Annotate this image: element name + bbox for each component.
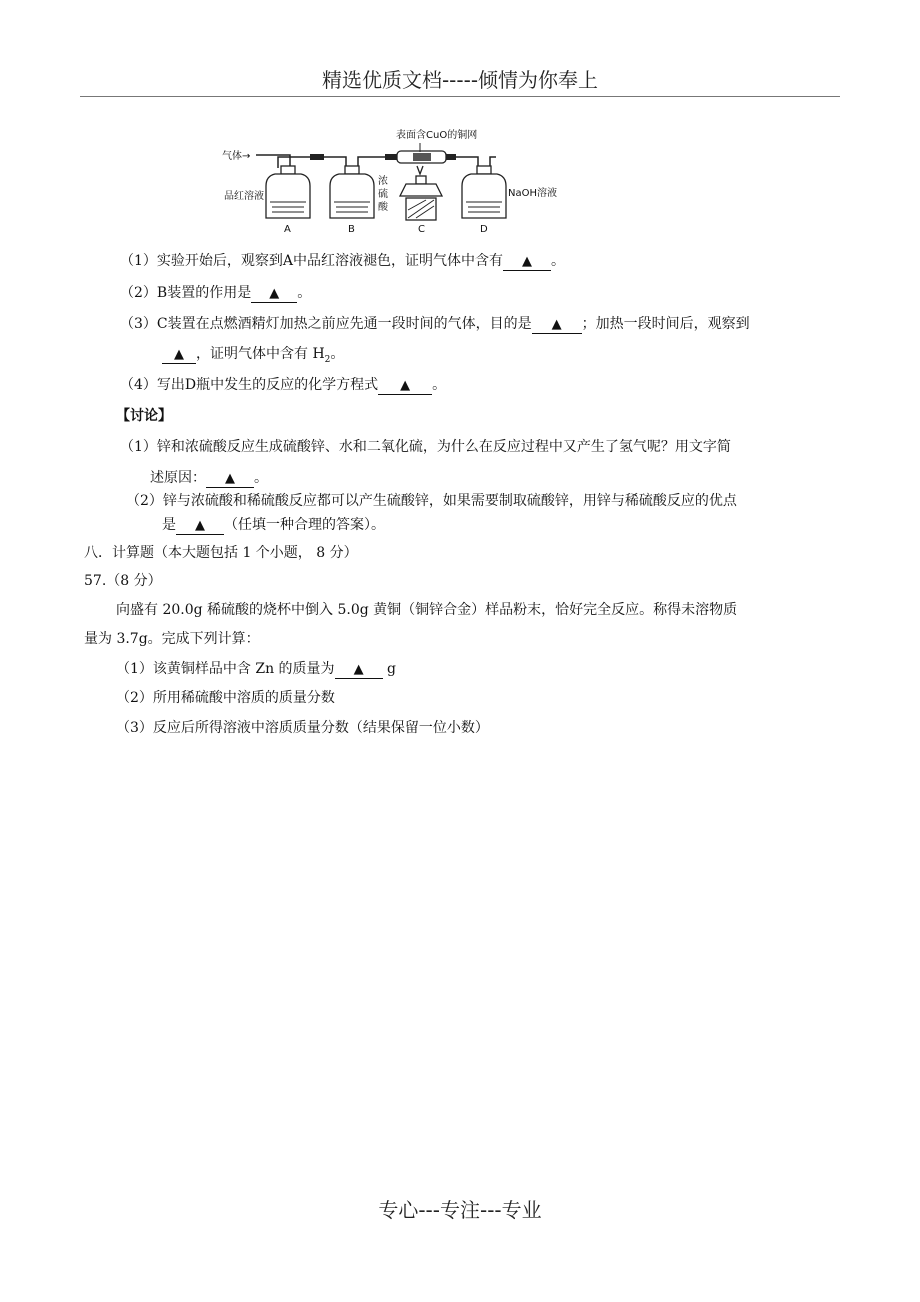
letter-d: D: [480, 224, 488, 235]
q3-observation-blank[interactable]: ▲: [162, 346, 196, 364]
discussion-2-line-1: （2）锌与浓硫酸和稀硫酸反应都可以产生硫酸锌，如果需要制取硫酸锌，用锌与稀硫酸反应的优点: [126, 493, 737, 509]
q1-text: （1）实验开始后，观察到A中品红溶液褪色，证明气体中含有: [120, 253, 504, 269]
question-1: （1）实验开始后，观察到A中品红溶液褪色，证明气体中含有 ▲ 。: [120, 253, 566, 269]
q4-text: （4）写出D瓶中发生的反应的化学方程式: [120, 377, 379, 393]
apparatus-diagram: [220, 122, 557, 238]
q2-text: （2）B装置的作用是: [120, 285, 252, 301]
letter-a: A: [284, 224, 291, 235]
discussion-2-answer-blank[interactable]: ▲: [176, 517, 224, 535]
question-57-part-1: （1）该黄铜样品中含 Zn 的质量为 ▲ g: [116, 661, 396, 677]
bottle-a: [266, 166, 310, 218]
discussion-1-line-2: 述原因： ▲ 。: [150, 470, 268, 486]
label-d-solution: NaOH溶液: [508, 188, 557, 199]
discussion-1-line-1: （1）锌和浓硫酸反应生成硫酸锌、水和二氧化硫，为什么在反应过程中又产生了氢气呢？用文字简: [120, 439, 731, 455]
discussion-heading: 【讨论】: [116, 408, 172, 424]
connector-cd: [446, 154, 456, 160]
question-57-part-3: （3）反应后所得溶液中溶质质量分数（结果保留一位小数）: [116, 720, 489, 736]
connector-bc: [385, 154, 397, 160]
discussion-1-answer-blank[interactable]: ▲: [206, 470, 254, 488]
connector-ab: [310, 154, 324, 160]
q1-answer-blank[interactable]: ▲: [503, 253, 551, 271]
question-57-number: 57.（8 分）: [84, 573, 162, 589]
svg-text:硫: 硫: [378, 189, 388, 200]
question-3-line-2: ▲ ，证明气体中含有 $H_2$。: [162, 343, 344, 365]
question-3-line-1: （3）C装置在点燃酒精灯加热之前应先通一段时间的气体，目的是 ▲ ；加热一段时间后，观察到: [120, 316, 750, 332]
svg-text:酸: 酸: [378, 202, 388, 213]
alcohol-lamp: [400, 166, 442, 220]
page-header-title: 精选优质文档-----倾情为你奉上: [321, 68, 599, 92]
label-a-solution: 品红溶液: [224, 191, 264, 202]
header-divider: [80, 96, 840, 97]
q4-answer-blank[interactable]: ▲: [378, 377, 432, 395]
letter-b: B: [348, 224, 355, 235]
gas-inlet-label: 气体→: [222, 151, 251, 162]
q2-answer-blank[interactable]: ▲: [251, 285, 297, 303]
q3-text: （3）C装置在点燃酒精灯加热之前应先通一段时间的气体，目的是: [120, 316, 532, 332]
question-57-stem-line-1: 向盛有 20.0g 稀硫酸的烧杯中倒入 5.0g 黄铜（铜锌合金）样品粉末，恰好完全反应。称得未溶物质: [116, 602, 738, 618]
svg-text:浓: 浓: [378, 176, 388, 187]
discussion-2-line-2: 是 ▲ （任填一种合理的答案）。: [162, 517, 385, 533]
label-b-solution: [378, 174, 389, 213]
combustion-tube: [397, 143, 446, 163]
q3-purpose-blank[interactable]: ▲: [532, 316, 582, 334]
q57-zn-mass-blank[interactable]: ▲: [335, 661, 383, 679]
question-57-part-2: （2）所用稀硫酸中溶质的质量分数: [116, 690, 335, 706]
section-8-heading: 八．计算题（本大题包括 1 个小题， 8 分）: [84, 545, 358, 561]
bottle-d: [462, 166, 506, 218]
question-4: （4）写出D瓶中发生的反应的化学方程式 ▲ 。: [120, 377, 447, 393]
page-footer: 专心---专注---专业: [378, 1198, 542, 1222]
letter-c: C: [418, 224, 425, 235]
bottle-b: [330, 166, 374, 218]
question-2: （2）B装置的作用是 ▲ 。: [120, 285, 312, 301]
copper-mesh-label: 表面含CuO的铜网: [396, 130, 478, 141]
question-57-stem-line-2: 量为 3.7g。完成下列计算：: [84, 631, 260, 647]
